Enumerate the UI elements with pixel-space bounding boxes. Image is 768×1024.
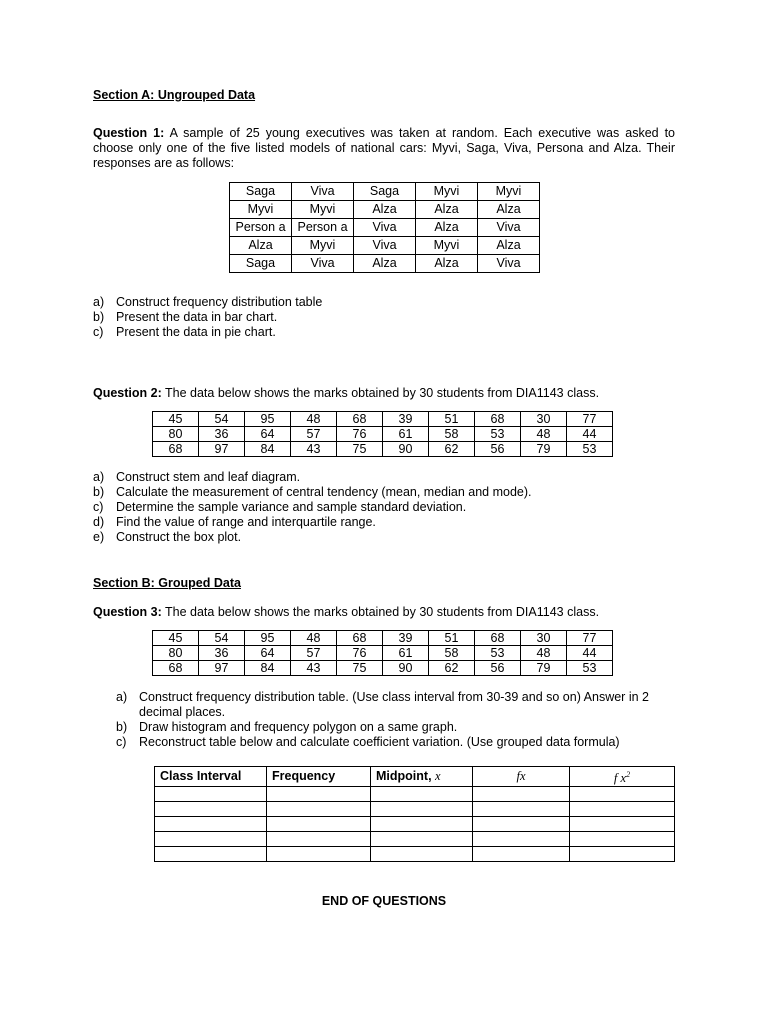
question-2-text [93, 386, 675, 401]
empty-cell [267, 802, 371, 817]
grouped-table-row [155, 787, 675, 802]
marks-table-row [153, 427, 613, 442]
table-cell: 48 [521, 427, 567, 442]
empty-cell [473, 787, 570, 802]
empty-cell [371, 787, 473, 802]
task-text: Calculate the measurement of central tendency (mean, median and mode). [116, 485, 532, 499]
task-item [93, 470, 675, 485]
cars-table-row [230, 201, 540, 219]
header-fx-label: fx [516, 769, 526, 784]
task-text: Construct stem and leaf diagram. [116, 470, 301, 484]
empty-cell [371, 817, 473, 832]
table-cell: 80 [153, 427, 199, 442]
table-cell: 53 [567, 661, 613, 676]
task-text: Determine the sample variance and sample standard deviation. [116, 500, 467, 514]
table-cell: 62 [429, 442, 475, 457]
question-1-body: A sample of 25 young executives was taken at random. Each executive was asked to choose only one of the five listed models of national cars: Myvi, Saga, Viva, Persona and Alza. Their responses are as follows: [93, 126, 675, 170]
table-cell: Alza [478, 201, 540, 219]
cars-table-row [230, 183, 540, 201]
table-cell: Myvi [230, 201, 292, 219]
question-1-label: Question 1: [93, 126, 165, 140]
table-cell: Saga [230, 183, 292, 201]
empty-cell [570, 802, 675, 817]
cars-table-row [230, 237, 540, 255]
table-cell: 48 [521, 646, 567, 661]
table-cell: 51 [429, 412, 475, 427]
table-cell: 76 [337, 427, 383, 442]
cars-table [229, 182, 540, 273]
question-3-label: Question 3: [93, 605, 162, 619]
marks-table-row [153, 646, 613, 661]
table-cell: Viva [354, 237, 416, 255]
table-cell: Person a [292, 219, 354, 237]
header-midpoint-var: x [435, 769, 441, 784]
grouped-data-table [154, 766, 675, 862]
empty-cell [267, 787, 371, 802]
table-cell: Myvi [292, 237, 354, 255]
table-cell: 48 [291, 631, 337, 646]
table-cell: Myvi [416, 237, 478, 255]
table-cell: 61 [383, 646, 429, 661]
marks-table-q2 [152, 411, 613, 457]
question-2-body: The data below shows the marks obtained by 30 students from DIA1143 class. [165, 386, 600, 400]
cars-table-row [230, 219, 540, 237]
table-cell: 45 [153, 631, 199, 646]
table-cell: 75 [337, 661, 383, 676]
table-cell: 68 [153, 442, 199, 457]
task-item [93, 485, 675, 500]
question-3-tasks [116, 690, 675, 750]
table-cell: 58 [429, 427, 475, 442]
task-item [93, 500, 675, 515]
task-label: c) [93, 500, 104, 514]
task-item [93, 515, 675, 530]
task-item [93, 310, 675, 325]
table-cell: 64 [245, 427, 291, 442]
grouped-table-row [155, 847, 675, 862]
section-a-title: Section A: Ungrouped Data [93, 88, 256, 102]
empty-cell [473, 847, 570, 862]
task-label: b) [93, 485, 105, 499]
empty-cell [155, 802, 267, 817]
task-text: Construct the box plot. [116, 530, 242, 544]
table-cell: 57 [291, 646, 337, 661]
table-cell: Alza [230, 237, 292, 255]
table-cell: 80 [153, 646, 199, 661]
empty-cell [267, 832, 371, 847]
table-cell: 43 [291, 661, 337, 676]
table-cell: 53 [475, 427, 521, 442]
table-cell: 44 [567, 427, 613, 442]
task-text: Construct frequency distribution table [116, 295, 323, 309]
task-label: d) [93, 515, 105, 529]
table-cell: 68 [475, 412, 521, 427]
empty-cell [267, 817, 371, 832]
table-cell: 68 [337, 631, 383, 646]
task-item [93, 530, 675, 545]
table-cell: 97 [199, 442, 245, 457]
table-cell: 36 [199, 427, 245, 442]
empty-cell [267, 847, 371, 862]
table-cell: 97 [199, 661, 245, 676]
table-cell: Viva [478, 255, 540, 273]
table-cell: 95 [245, 631, 291, 646]
cars-table-row [230, 255, 540, 273]
marks-table-row [153, 631, 613, 646]
empty-cell [371, 847, 473, 862]
table-cell: 84 [245, 661, 291, 676]
table-cell: Viva [292, 183, 354, 201]
table-cell: 68 [475, 631, 521, 646]
empty-cell [155, 787, 267, 802]
table-cell: 44 [567, 646, 613, 661]
table-cell: 62 [429, 661, 475, 676]
table-cell: Alza [478, 237, 540, 255]
table-cell: 77 [567, 631, 613, 646]
table-cell: 53 [567, 442, 613, 457]
task-label: e) [93, 530, 105, 544]
task-item [93, 295, 675, 310]
table-cell: 77 [567, 412, 613, 427]
task-label: c) [93, 325, 104, 339]
question-1-text [93, 126, 675, 171]
table-cell: 53 [475, 646, 521, 661]
table-cell: 90 [383, 661, 429, 676]
table-cell: 58 [429, 646, 475, 661]
task-text: Construct frequency distribution table. (Use class interval from 30-39 and so on) Answer in 2 decimal places. [139, 690, 649, 719]
table-cell: 57 [291, 427, 337, 442]
marks-table-row [153, 412, 613, 427]
empty-cell [473, 802, 570, 817]
table-cell: 39 [383, 631, 429, 646]
table-cell: 84 [245, 442, 291, 457]
task-item [116, 735, 675, 750]
table-cell: Viva [478, 219, 540, 237]
empty-cell [570, 847, 675, 862]
task-label: b) [93, 310, 105, 324]
question-1-tasks [93, 295, 675, 340]
table-cell: Viva [292, 255, 354, 273]
grouped-table-row [155, 832, 675, 847]
grouped-table-row [155, 817, 675, 832]
table-cell: Alza [354, 201, 416, 219]
task-label: a) [93, 470, 105, 484]
table-cell: 30 [521, 631, 567, 646]
table-cell: 79 [521, 661, 567, 676]
question-3-body: The data below shows the marks obtained by 30 students from DIA1143 class. [165, 605, 600, 619]
task-text: Present the data in bar chart. [116, 310, 278, 324]
marks-table-row [153, 661, 613, 676]
task-label: b) [116, 720, 128, 734]
table-cell: 51 [429, 631, 475, 646]
task-text: Present the data in pie chart. [116, 325, 276, 339]
task-label: a) [116, 690, 128, 704]
task-text: Draw histogram and frequency polygon on a same graph. [139, 720, 458, 734]
table-cell: 54 [199, 412, 245, 427]
header-midpoint [371, 767, 473, 787]
task-item [116, 720, 675, 735]
empty-cell [570, 832, 675, 847]
table-cell: Saga [354, 183, 416, 201]
table-cell: Alza [354, 255, 416, 273]
empty-cell [570, 787, 675, 802]
table-cell: 75 [337, 442, 383, 457]
question-2-label: Question 2: [93, 386, 162, 400]
header-class-interval: Class Interval [155, 767, 267, 787]
header-frequency: Frequency [267, 767, 371, 787]
marks-table-q3 [152, 630, 613, 676]
table-cell: 68 [153, 661, 199, 676]
header-fx2-exp: 2 [626, 770, 631, 779]
empty-cell [473, 832, 570, 847]
task-text: Find the value of range and interquartile range. [116, 515, 376, 529]
task-item [93, 325, 675, 340]
task-text: Reconstruct table below and calculate coefficient variation. (Use grouped data formula) [139, 735, 620, 749]
table-cell: Myvi [416, 183, 478, 201]
table-cell: Viva [354, 219, 416, 237]
task-label: a) [93, 295, 105, 309]
header-fx2 [570, 767, 675, 787]
end-of-questions: END OF QUESTIONS [321, 894, 447, 908]
empty-cell [155, 847, 267, 862]
header-fx [473, 767, 570, 787]
table-cell: 61 [383, 427, 429, 442]
table-cell: 68 [337, 412, 383, 427]
table-cell: 54 [199, 631, 245, 646]
question-2-tasks [93, 470, 675, 545]
table-cell: 90 [383, 442, 429, 457]
table-cell: Alza [416, 255, 478, 273]
table-cell: 45 [153, 412, 199, 427]
grouped-table-header [155, 767, 675, 787]
empty-cell [371, 802, 473, 817]
empty-cell [155, 832, 267, 847]
empty-cell [371, 832, 473, 847]
header-fx2-label: f x [613, 771, 627, 786]
section-b-title: Section B: Grouped Data [93, 576, 241, 590]
table-cell: 48 [291, 412, 337, 427]
table-cell: 39 [383, 412, 429, 427]
grouped-table-row [155, 802, 675, 817]
table-cell: 43 [291, 442, 337, 457]
table-cell: 64 [245, 646, 291, 661]
task-item [116, 690, 675, 720]
empty-cell [473, 817, 570, 832]
table-cell: Myvi [292, 201, 354, 219]
table-cell: Alza [416, 219, 478, 237]
table-cell: 79 [521, 442, 567, 457]
table-cell: Myvi [478, 183, 540, 201]
table-cell: 95 [245, 412, 291, 427]
table-cell: Person a [230, 219, 292, 237]
empty-cell [155, 817, 267, 832]
marks-table-row [153, 442, 613, 457]
table-cell: 36 [199, 646, 245, 661]
table-cell: 76 [337, 646, 383, 661]
table-cell: 56 [475, 442, 521, 457]
task-label: c) [116, 735, 127, 749]
empty-cell [570, 817, 675, 832]
table-cell: 30 [521, 412, 567, 427]
table-cell: Saga [230, 255, 292, 273]
header-midpoint-label: Midpoint, [376, 769, 432, 784]
table-cell: 56 [475, 661, 521, 676]
table-cell: Alza [416, 201, 478, 219]
question-3-text [93, 605, 675, 620]
